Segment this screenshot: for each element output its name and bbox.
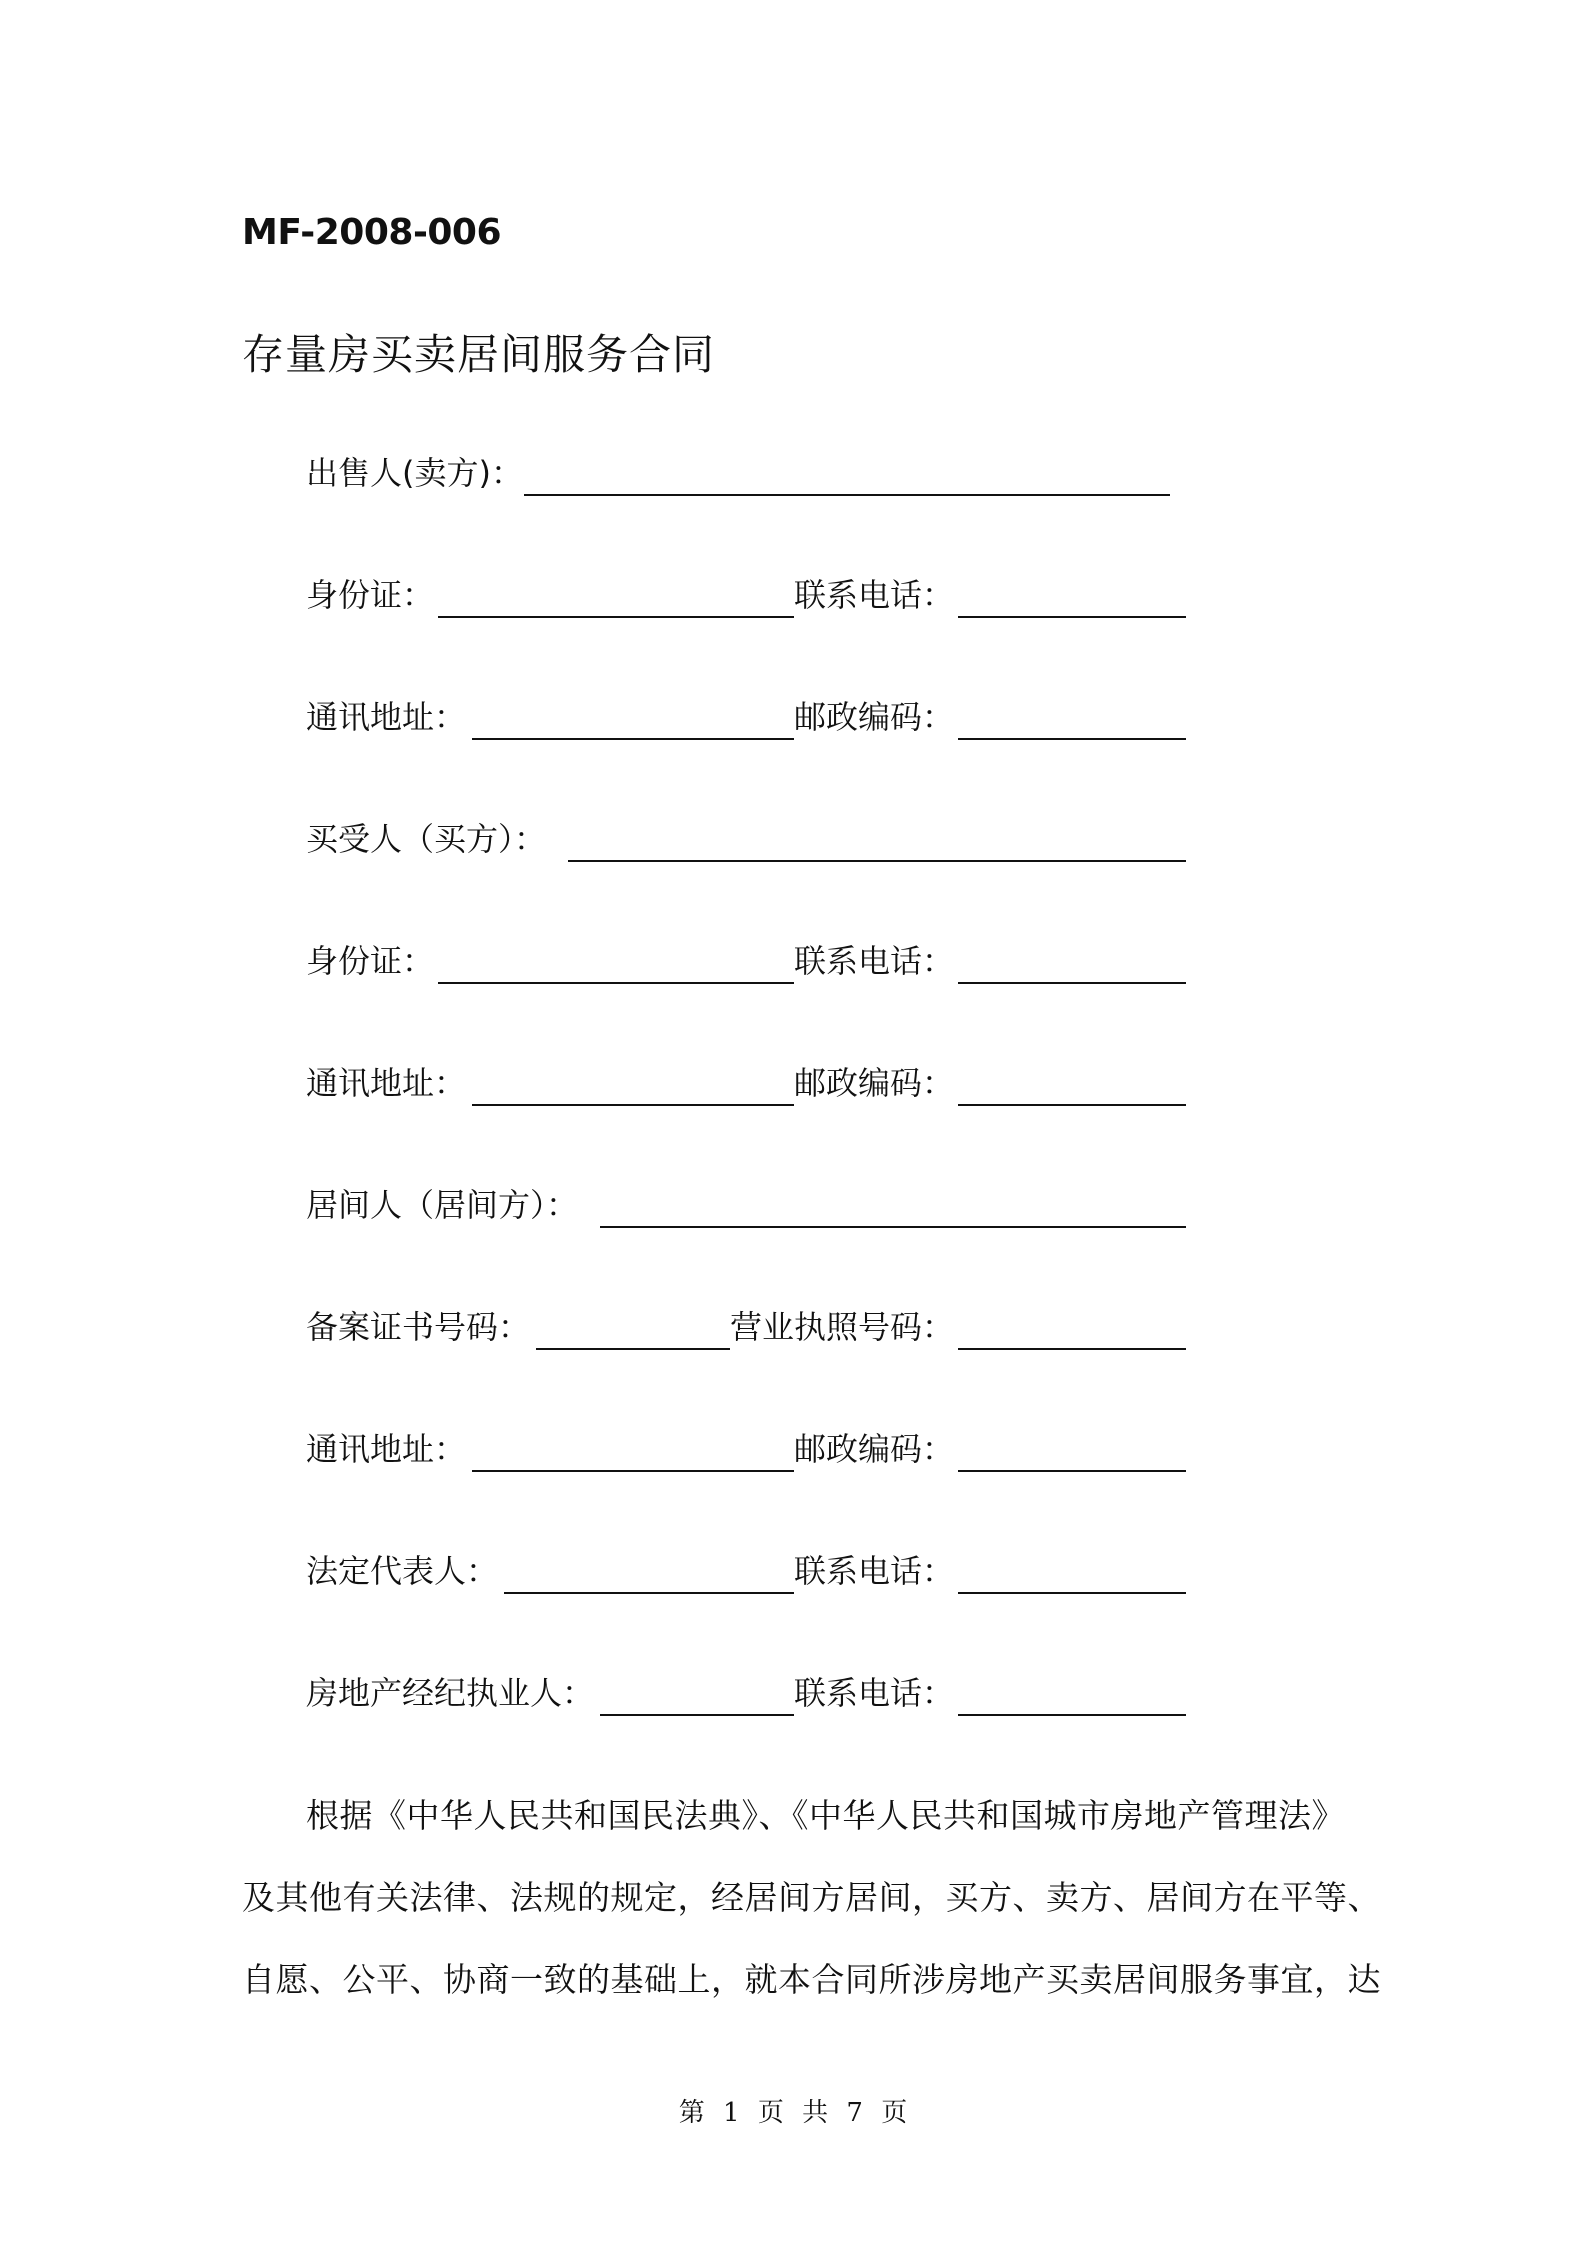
- buyer-address-field[interactable]: [472, 1104, 794, 1106]
- seller-name-field[interactable]: [524, 494, 1170, 496]
- broker-agent-field[interactable]: [600, 1714, 794, 1716]
- seller-address-row: [306, 692, 1186, 752]
- broker-license-label: 营业执照号码：: [730, 1308, 955, 1346]
- broker-name-label: 居间人（居间方）：: [306, 1186, 579, 1224]
- broker-address-row: [306, 1424, 1186, 1484]
- buyer-id-field[interactable]: [438, 982, 794, 984]
- broker-agent-row: [306, 1668, 1186, 1728]
- buyer-name-label: 买受人（买方）：: [306, 820, 547, 858]
- buyer-phone-field[interactable]: [958, 982, 1186, 984]
- broker-license-field[interactable]: [958, 1348, 1186, 1350]
- seller-id-field[interactable]: [438, 616, 794, 618]
- body-line-1: 根据《中华人民共和国民法典》、《中华人民共和国城市房地产管理法》: [306, 1796, 1345, 1835]
- seller-id-label: 身份证：: [306, 576, 435, 614]
- broker-legal-rep-row: [306, 1546, 1186, 1606]
- seller-id-row: [306, 570, 1186, 630]
- seller-name-row: [306, 448, 1186, 508]
- buyer-address-row: [306, 1058, 1186, 1118]
- seller-name-label: 出售人(卖方)：: [306, 454, 523, 492]
- broker-name-field[interactable]: [600, 1226, 1186, 1228]
- broker-name-row: [306, 1180, 1186, 1240]
- broker-record-row: [306, 1302, 1186, 1362]
- seller-postcode-field[interactable]: [958, 738, 1186, 740]
- broker-record-label: 备案证书号码：: [306, 1308, 531, 1346]
- buyer-id-label: 身份证：: [306, 942, 435, 980]
- seller-postcode-label: 邮政编码：: [794, 698, 955, 736]
- seller-phone-field[interactable]: [958, 616, 1186, 618]
- body-line-2: 及其他有关法律、法规的规定，经居间方居间，买方、卖方、居间方在平等、: [242, 1878, 1381, 1917]
- broker-legal-rep-label: 法定代表人：: [306, 1552, 499, 1590]
- broker-legal-rep-phone-label: 联系电话：: [794, 1552, 955, 1590]
- buyer-name-row: [306, 814, 1186, 874]
- buyer-address-label: 通讯地址：: [306, 1064, 467, 1102]
- document-code: MF-2008-006: [242, 212, 502, 253]
- buyer-name-field[interactable]: [568, 860, 1186, 862]
- broker-address-label: 通讯地址：: [306, 1430, 467, 1468]
- broker-record-field[interactable]: [536, 1348, 730, 1350]
- body-line-3: 自愿、公平、协商一致的基础上，就本合同所涉房地产买卖居间服务事宜，达: [242, 1960, 1381, 1999]
- buyer-postcode-field[interactable]: [958, 1104, 1186, 1106]
- broker-agent-phone-field[interactable]: [958, 1714, 1186, 1716]
- page-number: 第 1 页 共 7 页: [678, 2098, 908, 2128]
- broker-postcode-field[interactable]: [958, 1470, 1186, 1472]
- buyer-postcode-label: 邮政编码：: [794, 1064, 955, 1102]
- buyer-phone-label: 联系电话：: [794, 942, 955, 980]
- buyer-id-row: [306, 936, 1186, 996]
- seller-phone-label: 联系电话：: [794, 576, 955, 614]
- broker-legal-rep-phone-field[interactable]: [958, 1592, 1186, 1594]
- broker-agent-phone-label: 联系电话：: [794, 1674, 955, 1712]
- seller-address-field[interactable]: [472, 738, 794, 740]
- broker-postcode-label: 邮政编码：: [794, 1430, 955, 1468]
- broker-legal-rep-field[interactable]: [504, 1592, 794, 1594]
- broker-address-field[interactable]: [472, 1470, 794, 1472]
- seller-address-label: 通讯地址：: [306, 698, 467, 736]
- document-title: 存量房买卖居间服务合同: [242, 330, 716, 379]
- broker-agent-label: 房地产经纪执业人：: [306, 1674, 595, 1712]
